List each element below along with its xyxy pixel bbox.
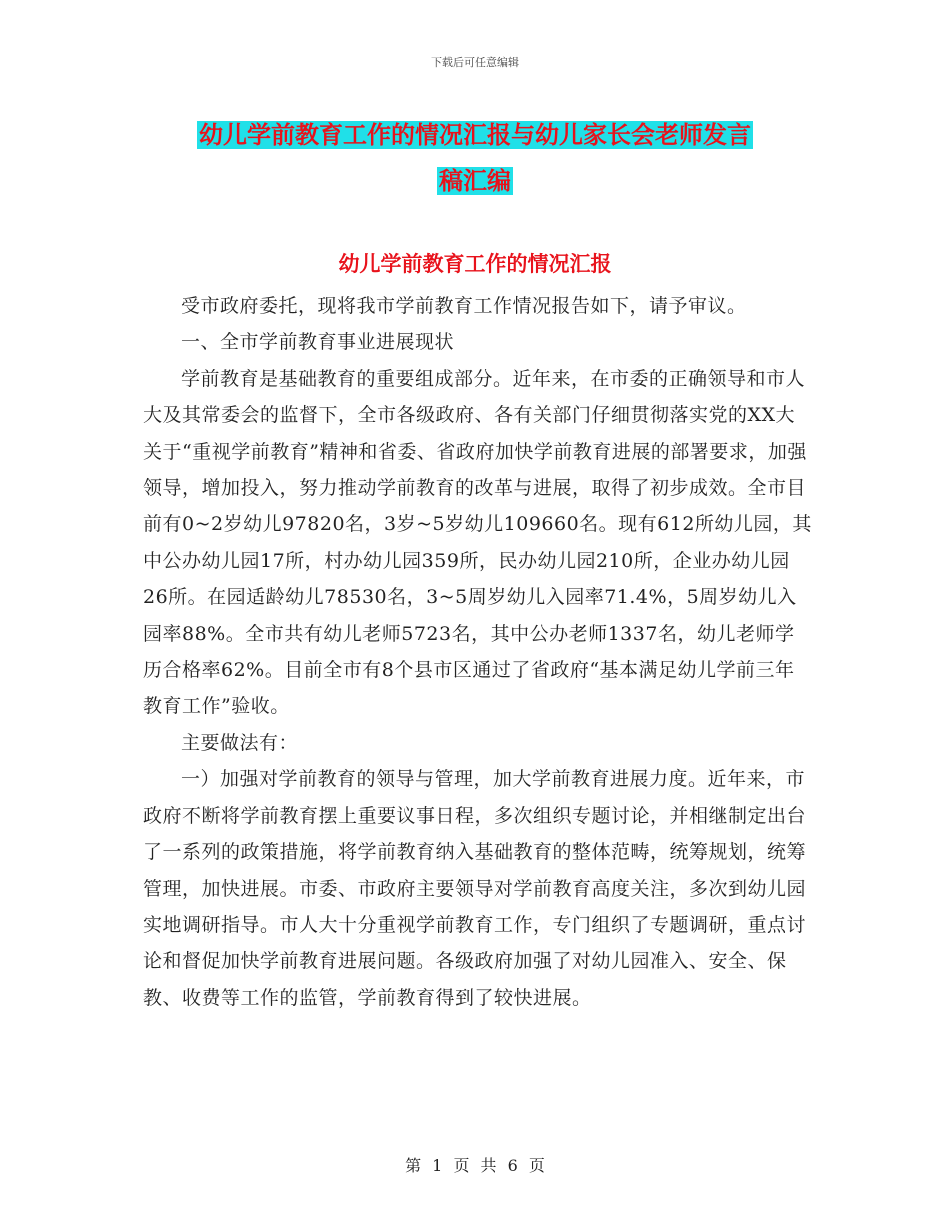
paragraph-heading-status: 一、全市学前教育事业进展现状 <box>181 331 455 354</box>
paragraph-practice-1: 一）加强对学前教育的领导与管理，加大学前教育进展力度。近年来，市政府不断将学前教育摆上重要议事日程，多次组织专题讨论，并相继制定出台了一系列的政策措施，将学前教育纳入基础教育的整体范畴，统筹规划，统筹管理，加快进展。市委、市政府主要领导对学前教育高度关注，多次到幼儿园实地调研指导。市人大十分重视学前教育工作，专门组织了专题调研，重点讨论和督促加快学前教育进展问题。各级政府加强了对幼儿园准入、安全、保教、收费等工作的监管，学前教育得到了较快进展。 <box>143 768 807 1009</box>
section-title: 幼儿学前教育工作的情况汇报 <box>338 252 612 276</box>
paragraph-intro: 受市政府委托，现将我市学前教育工作情况报告如下，请予审议。 <box>181 295 747 317</box>
header-note: 下载后可任意编辑 <box>431 56 519 69</box>
paragraph-status: 学前教育是基础教育的重要组成部分。近年来，在市委的正确领导和市人大及其常委会的监督下，全市各级政府、各有关部门仔细贯彻落实党的XX大关于“重视学前教育”精神和省委、省政府加快学前教育进展的部署要求，加强领导，增加投入，努力推动学前教育的改革与进展，取得了初步成效。全市目前有0~2岁幼儿97820名，3岁~5岁幼儿109660名。现有612所幼儿园，其中公办幼儿园17所，村办幼儿园359所，民办幼儿园210所，企业办幼儿园26所。在园适龄幼儿78530名，3~5周岁幼儿入园率71.4%，5周岁幼儿入园率88%。全市共有幼儿老师5723名，其中公办老师1337名，幼儿老师学历合格率62%。目前全市有8个县市区通过了省政府“基本满足幼儿学前三年教育工作”验收。 <box>143 367 812 718</box>
document-title-line-1: 幼儿学前教育工作的情况汇报与幼儿家长会老师发言 <box>199 121 751 149</box>
document-title <box>0 112 950 204</box>
document-title-line-2: 稿汇编 <box>439 167 511 195</box>
paragraph-practices-heading: 主要做法有： <box>181 731 299 754</box>
page-footer: 第 1 页 共 6 页 <box>405 1156 545 1175</box>
document-body <box>143 288 813 1016</box>
